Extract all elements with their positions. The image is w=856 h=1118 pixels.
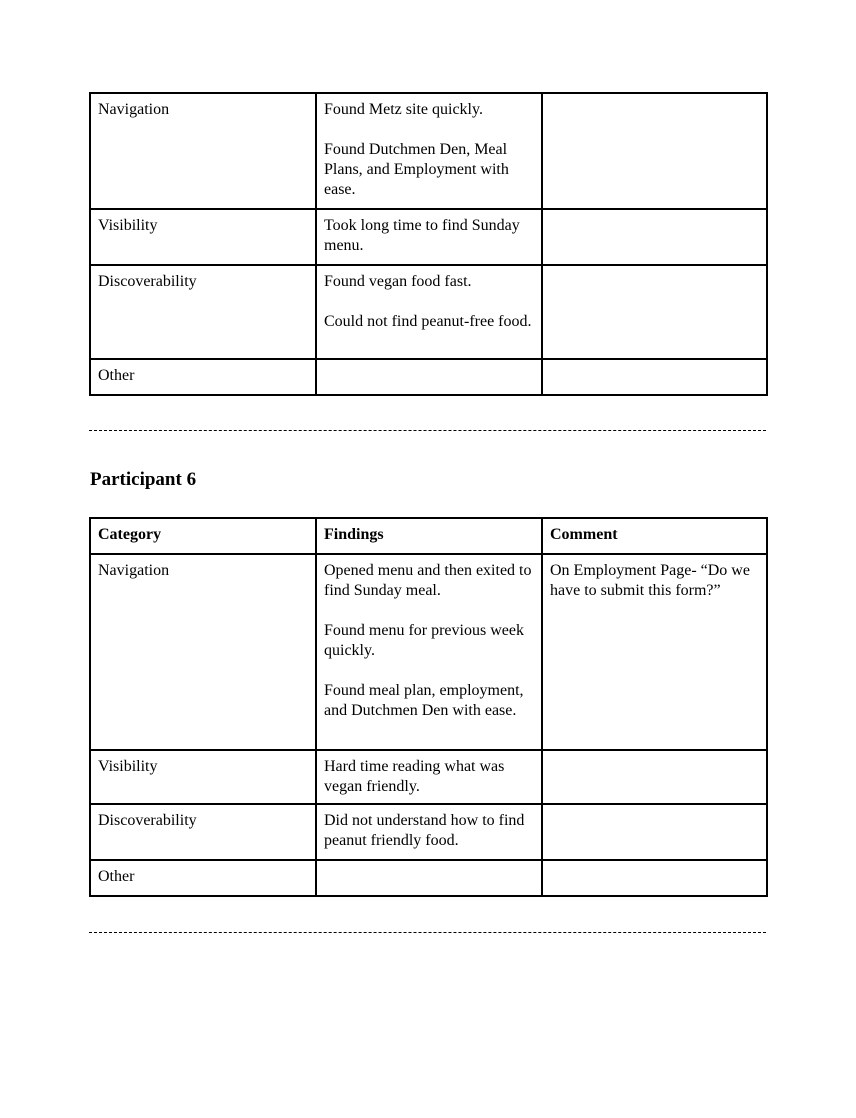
findings-cell: [316, 93, 542, 209]
category-cell: Navigation: [90, 554, 316, 750]
finding-text: Took long time to find Sunday menu.: [324, 217, 520, 254]
comment-cell: [542, 860, 767, 896]
finding-text: Found vegan food fast.: [324, 273, 472, 290]
findings-table-participant-6: [89, 517, 768, 897]
comment-cell: [542, 750, 767, 804]
table-header-row: [90, 518, 767, 554]
findings-table-previous: [89, 92, 768, 396]
findings-cell: [316, 554, 542, 750]
comment-cell: On Employment Page- “Do we have to submit this form?”: [542, 554, 767, 750]
findings-cell: [316, 265, 542, 359]
finding-text: Found meal plan, employment, and Dutchmen Den with ease.: [324, 682, 524, 719]
finding-text: Found Dutchmen Den, Meal Plans, and Employment with ease.: [324, 141, 509, 198]
finding-text: Found menu for previous week quickly.: [324, 622, 524, 659]
column-header-comment: Comment: [542, 518, 767, 554]
table-row: [90, 860, 767, 896]
table-row: [90, 265, 767, 359]
category-cell: Discoverability: [90, 265, 316, 359]
category-cell: Visibility: [90, 750, 316, 804]
category-cell: Navigation: [90, 93, 316, 209]
category-cell: Visibility: [90, 209, 316, 265]
comment-cell: [542, 265, 767, 359]
findings-cell: [316, 750, 542, 804]
comment-cell: [542, 359, 767, 395]
findings-cell: [316, 804, 542, 860]
findings-cell: [316, 359, 542, 395]
comment-cell: [542, 804, 767, 860]
category-cell: Other: [90, 359, 316, 395]
table-row: [90, 209, 767, 265]
column-header-findings: Findings: [316, 518, 542, 554]
finding-text: Hard time reading what was vegan friendly.: [324, 758, 505, 795]
finding-text: Opened menu and then exited to find Sunday meal.: [324, 562, 532, 599]
category-cell: Discoverability: [90, 804, 316, 860]
finding-text: Found Metz site quickly.: [324, 101, 483, 118]
findings-cell: [316, 860, 542, 896]
table-row: [90, 804, 767, 860]
table-row: [90, 93, 767, 209]
section-divider: [89, 430, 766, 431]
table-row: [90, 359, 767, 395]
finding-text: Did not understand how to find peanut friendly food.: [324, 812, 525, 849]
comment-cell: [542, 93, 767, 209]
findings-cell: [316, 209, 542, 265]
table-row: [90, 554, 767, 750]
participant-heading: Participant 6: [90, 469, 197, 490]
section-divider: [89, 932, 766, 933]
comment-cell: [542, 209, 767, 265]
table-row: [90, 750, 767, 804]
column-header-category: Category: [90, 518, 316, 554]
category-cell: Other: [90, 860, 316, 896]
finding-text: Could not find peanut-free food.: [324, 313, 532, 330]
